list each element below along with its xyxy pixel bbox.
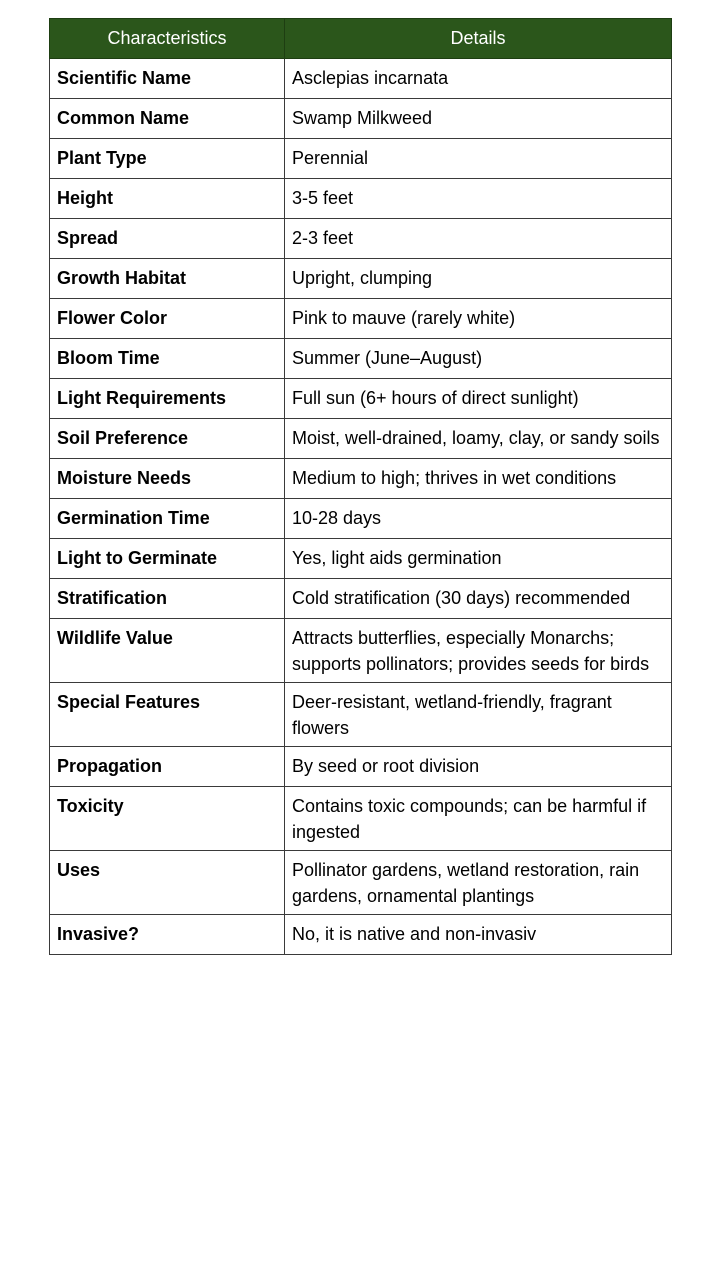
table-row	[50, 59, 672, 99]
row-key: Bloom Time	[50, 339, 285, 379]
table-row	[50, 915, 672, 955]
plant-info-table-container	[49, 18, 671, 955]
table-row	[50, 99, 672, 139]
row-value: Attracts butterflies, especially Monarchs; supports pollinators; provides seeds for birds	[285, 619, 672, 683]
row-value: Pink to mauve (rarely white)	[285, 299, 672, 339]
table-row	[50, 747, 672, 787]
row-value: Medium to high; thrives in wet conditions	[285, 459, 672, 499]
row-key: Growth Habitat	[50, 259, 285, 299]
row-key: Light Requirements	[50, 379, 285, 419]
table-row	[50, 539, 672, 579]
table-row	[50, 579, 672, 619]
row-key: Common Name	[50, 99, 285, 139]
table-row	[50, 179, 672, 219]
row-key: Height	[50, 179, 285, 219]
table-row	[50, 683, 672, 747]
row-value: Yes, light aids germination	[285, 539, 672, 579]
row-value: No, it is native and non-invasiv	[285, 915, 672, 955]
row-key: Stratification	[50, 579, 285, 619]
row-key: Light to Germinate	[50, 539, 285, 579]
table-row	[50, 851, 672, 915]
row-value: Upright, clumping	[285, 259, 672, 299]
table-row	[50, 499, 672, 539]
row-value: Summer (June–August)	[285, 339, 672, 379]
row-value: Full sun (6+ hours of direct sunlight)	[285, 379, 672, 419]
table-row	[50, 379, 672, 419]
header-characteristics: Characteristics	[50, 19, 285, 59]
row-key: Wildlife Value	[50, 619, 285, 683]
plant-info-table	[49, 18, 672, 955]
table-header-row	[50, 19, 672, 59]
table-row	[50, 259, 672, 299]
table-row	[50, 419, 672, 459]
row-key: Uses	[50, 851, 285, 915]
table-row	[50, 339, 672, 379]
table-row	[50, 299, 672, 339]
row-key: Flower Color	[50, 299, 285, 339]
table-row	[50, 139, 672, 179]
row-key: Special Features	[50, 683, 285, 747]
header-details: Details	[285, 19, 672, 59]
row-value: 10-28 days	[285, 499, 672, 539]
row-key: Plant Type	[50, 139, 285, 179]
row-value: Deer-resistant, wetland-friendly, fragrant flowers	[285, 683, 672, 747]
row-key: Toxicity	[50, 787, 285, 851]
row-value: By seed or root division	[285, 747, 672, 787]
row-value: Contains toxic compounds; can be harmful if ingested	[285, 787, 672, 851]
row-value: Pollinator gardens, wetland restoration, rain gardens, ornamental plantings	[285, 851, 672, 915]
row-value: Moist, well-drained, loamy, clay, or sandy soils	[285, 419, 672, 459]
row-key: Soil Preference	[50, 419, 285, 459]
row-value: Asclepias incarnata	[285, 59, 672, 99]
row-key: Moisture Needs	[50, 459, 285, 499]
row-key: Spread	[50, 219, 285, 259]
table-row	[50, 787, 672, 851]
row-key: Invasive?	[50, 915, 285, 955]
table-row	[50, 459, 672, 499]
table-row	[50, 619, 672, 683]
row-key: Scientific Name	[50, 59, 285, 99]
row-value: Swamp Milkweed	[285, 99, 672, 139]
row-value: 2-3 feet	[285, 219, 672, 259]
row-key: Propagation	[50, 747, 285, 787]
row-key: Germination Time	[50, 499, 285, 539]
row-value: Perennial	[285, 139, 672, 179]
row-value: Cold stratification (30 days) recommended	[285, 579, 672, 619]
table-row	[50, 219, 672, 259]
row-value: 3-5 feet	[285, 179, 672, 219]
